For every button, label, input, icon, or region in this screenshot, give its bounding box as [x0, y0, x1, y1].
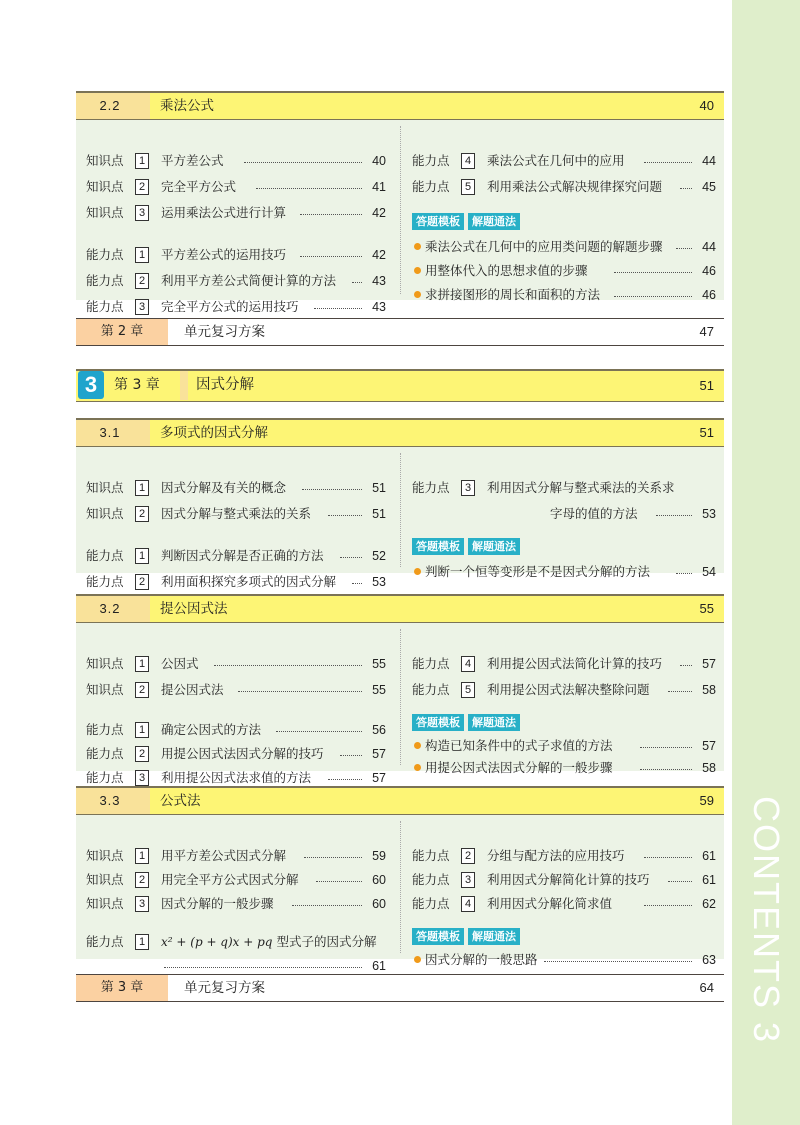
dot-leader	[214, 665, 362, 666]
toc-entry[interactable]	[86, 573, 386, 591]
section-body	[76, 120, 724, 314]
method-item[interactable]	[414, 238, 716, 256]
entry-number-box: 1	[135, 247, 149, 263]
entry-title: 利用提公因式法解决整除问题	[487, 682, 650, 697]
section-body	[76, 447, 724, 589]
entry-title: 利用提公因式法求值的方法	[161, 770, 312, 785]
entry-title: 乘法公式在几何中的应用	[487, 153, 625, 168]
entry-type: 能力点	[412, 656, 450, 671]
bullet-dot-icon	[414, 764, 421, 771]
entry-type: 知识点	[86, 480, 124, 495]
section-page: 51	[699, 425, 714, 440]
section-page: 40	[699, 98, 714, 113]
entry-type: 知识点	[86, 896, 124, 911]
method-page: 54	[702, 565, 716, 579]
section-page: 55	[699, 601, 714, 616]
entry-number-box: 2	[461, 848, 475, 864]
entry-type: 能力点	[86, 273, 124, 288]
entry-number-box: 4	[461, 153, 475, 169]
entry-page: 53	[372, 575, 386, 589]
entry-title: 利用提公因式法简化计算的技巧	[487, 656, 663, 671]
entry-title: 利用因式分解与整式乘法的关系求	[487, 480, 675, 495]
method-page: 46	[702, 288, 716, 302]
method-page: 63	[702, 953, 716, 967]
method-item[interactable]	[414, 951, 716, 969]
toc-entry-continuation[interactable]	[412, 505, 716, 523]
chapter-title: 因式分解	[196, 377, 254, 393]
entry-page: 57	[372, 771, 386, 785]
entry-number-box: 3	[461, 872, 475, 888]
entry-page: 61	[702, 849, 716, 863]
method-title: 用提公因式法因式分解的一般步骤	[425, 760, 613, 775]
section-page: 59	[699, 793, 714, 808]
dot-leader	[340, 557, 362, 558]
method-title: 构造已知条件中的式子求值的方法	[425, 738, 613, 753]
method-title: 判断一个恒等变形是不是因式分解的方法	[425, 564, 651, 579]
entry-number-box: 5	[461, 682, 475, 698]
review-page: 64	[699, 980, 714, 995]
entry-number-box: 1	[135, 480, 149, 496]
entry-page: 41	[372, 180, 386, 194]
section-number: 3.2	[76, 596, 144, 622]
toc-entry[interactable]	[86, 745, 386, 763]
method-page: 46	[702, 264, 716, 278]
entry-page: 61	[372, 959, 386, 973]
entry-page: 58	[702, 683, 716, 697]
dot-leader	[300, 256, 362, 257]
template-badge-a: 答题模板	[412, 538, 464, 555]
entry-page: 56	[372, 723, 386, 737]
entry-page: 59	[372, 849, 386, 863]
entry-number-box: 1	[135, 722, 149, 738]
column-divider	[400, 126, 401, 294]
entry-title: 公因式	[161, 656, 199, 671]
toc-entry[interactable]	[86, 721, 386, 739]
dot-leader	[644, 162, 692, 163]
entry-type: 能力点	[86, 299, 124, 314]
dot-leader	[340, 755, 362, 756]
entry-title: 因式分解及有关的概念	[161, 480, 287, 495]
entry-page: 62	[702, 897, 716, 911]
entry-type: 能力点	[86, 746, 124, 761]
entry-page: 40	[372, 154, 386, 168]
entry-page: 44	[702, 154, 716, 168]
entry-number-box: 2	[135, 872, 149, 888]
entry-title: 用完全平方公式因式分解	[161, 872, 299, 887]
entry-title: 用平方差公式因式分解	[161, 848, 287, 863]
entry-page: 43	[372, 274, 386, 288]
template-badge	[412, 212, 520, 229]
entry-number-box: 4	[461, 656, 475, 672]
toc-entry[interactable]	[86, 298, 386, 316]
dot-leader	[302, 489, 362, 490]
entry-type: 能力点	[412, 872, 450, 887]
template-badge-a: 答题模板	[412, 928, 464, 945]
entry-type: 能力点	[412, 848, 450, 863]
entry-title: 平方差公式	[161, 153, 224, 168]
entry-number-box: 3	[461, 480, 475, 496]
entry-title: 利用平方差公式简便计算的方法	[161, 273, 337, 288]
entry-type: 能力点	[86, 247, 124, 262]
section-body	[76, 815, 724, 973]
method-title: 求拼接图形的周长和面积的方法	[425, 287, 601, 302]
contents-sidebar-label: CONTENTS 3	[746, 795, 787, 1045]
entry-title: 完全平方公式的运用技巧	[161, 299, 299, 314]
entry-number-box: 5	[461, 179, 475, 195]
entry-page: 52	[372, 549, 386, 563]
entry-type: 知识点	[86, 153, 124, 168]
entry-page: 60	[372, 897, 386, 911]
entry-title: 提公因式法	[161, 682, 224, 697]
section-tab-decoration	[144, 420, 150, 446]
template-badge	[412, 713, 520, 730]
entry-number-box: 2	[135, 506, 149, 522]
bullet-dot-icon	[414, 742, 421, 749]
toc-entry[interactable]	[412, 681, 716, 699]
review-page: 47	[699, 324, 714, 339]
entry-title: 平方差公式的运用技巧	[161, 247, 287, 262]
entry-type: 知识点	[86, 872, 124, 887]
entry-page: 61	[702, 873, 716, 887]
method-item[interactable]	[414, 759, 716, 777]
toc-entry[interactable]	[86, 204, 386, 222]
template-badge-b: 解题通法	[468, 538, 520, 555]
dot-leader	[668, 881, 692, 882]
dot-leader	[328, 515, 362, 516]
entry-title: 分组与配方法的应用技巧	[487, 848, 625, 863]
section-number: 3.1	[76, 420, 144, 446]
bullet-dot-icon	[414, 267, 421, 274]
entry-title: 运用乘法公式进行计算	[161, 205, 287, 220]
bullet-dot-icon	[414, 568, 421, 575]
toc-entry[interactable]	[86, 847, 386, 865]
toc-entry[interactable]	[412, 479, 716, 497]
entry-title: 利用因式分解简化计算的技巧	[487, 872, 650, 887]
entry-title: 用提公因式法因式分解的技巧	[161, 746, 324, 761]
section-2-2	[76, 91, 724, 314]
entry-title	[161, 933, 377, 951]
entry-page: 45	[702, 180, 716, 194]
entry-page: 60	[372, 873, 386, 887]
entry-type: 知识点	[86, 656, 124, 671]
section-tab-decoration	[144, 596, 150, 622]
entry-type: 能力点	[412, 480, 450, 495]
entry-number-box: 1	[135, 153, 149, 169]
toc-entry[interactable]	[412, 871, 716, 889]
entry-number-box: 2	[135, 273, 149, 289]
chapter-page: 51	[699, 378, 714, 393]
dot-leader	[644, 905, 692, 906]
chapter-header[interactable]	[76, 369, 724, 402]
section-number: 2.2	[76, 93, 144, 119]
review-chapter-label: 第 2 章	[76, 319, 168, 345]
entry-title: 利用乘法公式解决规律探究问题	[487, 179, 663, 194]
section-title: 公式法	[160, 793, 201, 809]
entry-number-box: 3	[135, 205, 149, 221]
section-header[interactable]	[76, 418, 724, 447]
entry-type: 能力点	[412, 179, 450, 194]
entry-type: 能力点	[412, 896, 450, 911]
entry-number-box: 3	[135, 896, 149, 912]
dot-leader	[256, 188, 362, 189]
entry-page: 57	[372, 747, 386, 761]
toc-entry[interactable]	[412, 847, 716, 865]
toc-entry[interactable]	[86, 933, 386, 951]
entry-type: 能力点	[86, 548, 124, 563]
template-badge-a: 答题模板	[412, 714, 464, 731]
template-badge-b: 解题通法	[468, 714, 520, 731]
entry-number-box: 2	[135, 179, 149, 195]
method-page: 57	[702, 739, 716, 753]
entry-number-box: 1	[135, 548, 149, 564]
entry-page: 42	[372, 248, 386, 262]
dot-leader	[656, 515, 692, 516]
dot-leader	[328, 779, 362, 780]
toc-entry[interactable]	[86, 871, 386, 889]
dot-leader	[304, 857, 362, 858]
entry-title: 因式分解的一般步骤	[161, 896, 274, 911]
dot-leader	[316, 881, 362, 882]
review-chapter-label: 第 3 章	[76, 975, 168, 1001]
template-badge	[412, 927, 520, 944]
entry-page: 55	[372, 683, 386, 697]
entry-type: 知识点	[86, 506, 124, 521]
section-3-2	[76, 594, 724, 785]
dot-leader	[668, 691, 692, 692]
method-item[interactable]	[414, 563, 716, 581]
dot-leader	[640, 747, 692, 748]
entry-type: 能力点	[86, 574, 124, 589]
toc-entry[interactable]	[412, 655, 716, 673]
dot-leader	[164, 967, 362, 968]
toc-entry[interactable]	[86, 479, 386, 497]
toc-entry[interactable]	[86, 681, 386, 699]
toc-entry[interactable]	[86, 246, 386, 264]
entry-number-box: 2	[135, 746, 149, 762]
dot-leader	[238, 691, 362, 692]
entry-type: 知识点	[86, 682, 124, 697]
dot-leader	[544, 961, 692, 962]
entry-number-box: 1	[135, 656, 149, 672]
entry-type: 能力点	[86, 934, 124, 949]
entry-type: 能力点	[412, 153, 450, 168]
review-title: 单元复习方案	[184, 980, 265, 996]
entry-page: 51	[372, 481, 386, 495]
method-page: 58	[702, 761, 716, 775]
entry-type: 能力点	[86, 770, 124, 785]
review-title: 单元复习方案	[184, 324, 265, 340]
chapter-label: 第 3 章	[114, 377, 160, 393]
dot-leader	[352, 583, 362, 584]
entry-title: 判断因式分解是否正确的方法	[161, 548, 324, 563]
entry-title: 利用因式分解化简求值	[487, 896, 613, 911]
entry-page: 43	[372, 300, 386, 314]
section-tab-decoration	[144, 93, 150, 119]
bullet-dot-icon	[414, 243, 421, 250]
chapter-review-bar[interactable]	[76, 318, 724, 346]
entry-page: 42	[372, 206, 386, 220]
column-divider	[400, 821, 401, 953]
toc-entry[interactable]	[86, 272, 386, 290]
entry-page: 55	[372, 657, 386, 671]
entry-page: 57	[702, 657, 716, 671]
toc-entry[interactable]	[86, 505, 386, 523]
entry-number-box: 2	[135, 682, 149, 698]
formula-suffix: 型式子的因式分解	[276, 934, 377, 949]
toc-entry[interactable]	[86, 178, 386, 196]
dot-leader	[676, 248, 692, 249]
toc-entry[interactable]	[86, 547, 386, 565]
entry-type: 能力点	[86, 722, 124, 737]
dot-leader	[644, 857, 692, 858]
entry-title: 完全平方公式	[161, 179, 237, 194]
entry-title: 利用面积探究多项式的因式分解	[161, 574, 337, 589]
section-number: 3.3	[76, 788, 144, 814]
dot-leader	[680, 188, 692, 189]
column-divider	[400, 629, 401, 765]
section-title: 提公因式法	[160, 601, 228, 617]
dot-leader	[244, 162, 362, 163]
method-item[interactable]	[414, 737, 716, 755]
dot-leader	[614, 296, 692, 297]
bullet-dot-icon	[414, 956, 421, 963]
entry-number-box: 2	[135, 574, 149, 590]
template-badge-a: 答题模板	[412, 213, 464, 230]
dot-leader	[276, 731, 362, 732]
entry-type: 知识点	[86, 205, 124, 220]
dot-leader	[292, 905, 362, 906]
dot-leader	[314, 308, 362, 309]
method-title: 因式分解的一般思路	[425, 952, 538, 967]
section-tab-decoration	[144, 788, 150, 814]
entry-page: 53	[702, 507, 716, 521]
toc-entry[interactable]	[412, 178, 716, 196]
entry-title: 确定公因式的方法	[161, 722, 262, 737]
column-divider	[400, 453, 401, 567]
chapter-review-bar[interactable]	[76, 974, 724, 1002]
chapter-number-badge: 3	[78, 371, 104, 399]
entry-number-box: 4	[461, 896, 475, 912]
template-badge	[412, 537, 520, 554]
section-header[interactable]	[76, 786, 724, 815]
toc-entry[interactable]	[412, 152, 716, 170]
toc-entry[interactable]	[86, 895, 386, 913]
chapter-tab-decoration	[180, 371, 188, 400]
section-title: 多项式的因式分解	[160, 425, 268, 441]
entry-number-box: 1	[135, 934, 149, 950]
method-title: 用整体代入的思想求值的步骤	[425, 263, 588, 278]
method-item[interactable]	[414, 286, 716, 304]
entry-number-box: 1	[135, 848, 149, 864]
section-body	[76, 623, 724, 785]
section-title: 乘法公式	[160, 98, 214, 114]
dot-leader	[614, 272, 692, 273]
entry-number-box: 3	[135, 299, 149, 315]
entry-number-box: 3	[135, 770, 149, 786]
toc-entry[interactable]	[86, 152, 386, 170]
template-badge-b: 解题通法	[468, 213, 520, 230]
bullet-dot-icon	[414, 291, 421, 298]
method-item[interactable]	[414, 262, 716, 280]
formula-math: x² + (p + q)x + pq	[161, 935, 273, 949]
toc-entry[interactable]	[412, 895, 716, 913]
dot-leader	[300, 214, 362, 215]
template-badge-b: 解题通法	[468, 928, 520, 945]
toc-entry-continuation[interactable]	[86, 957, 386, 975]
section-3-3	[76, 786, 724, 973]
dot-leader	[352, 282, 362, 283]
section-header[interactable]	[76, 91, 724, 120]
entry-title-line2: 字母的值的方法	[550, 506, 638, 521]
entry-type: 知识点	[86, 848, 124, 863]
toc-entry[interactable]	[86, 655, 386, 673]
dot-leader	[676, 573, 692, 574]
section-3-1	[76, 418, 724, 589]
entry-title: 因式分解与整式乘法的关系	[161, 506, 312, 521]
entry-page: 51	[372, 507, 386, 521]
dot-leader	[680, 665, 692, 666]
dot-leader	[640, 769, 692, 770]
method-page: 44	[702, 240, 716, 254]
method-title: 乘法公式在几何中的应用类问题的解题步骤	[425, 239, 663, 254]
section-header[interactable]	[76, 594, 724, 623]
entry-type: 知识点	[86, 179, 124, 194]
toc-entry[interactable]	[86, 769, 386, 787]
entry-type: 能力点	[412, 682, 450, 697]
